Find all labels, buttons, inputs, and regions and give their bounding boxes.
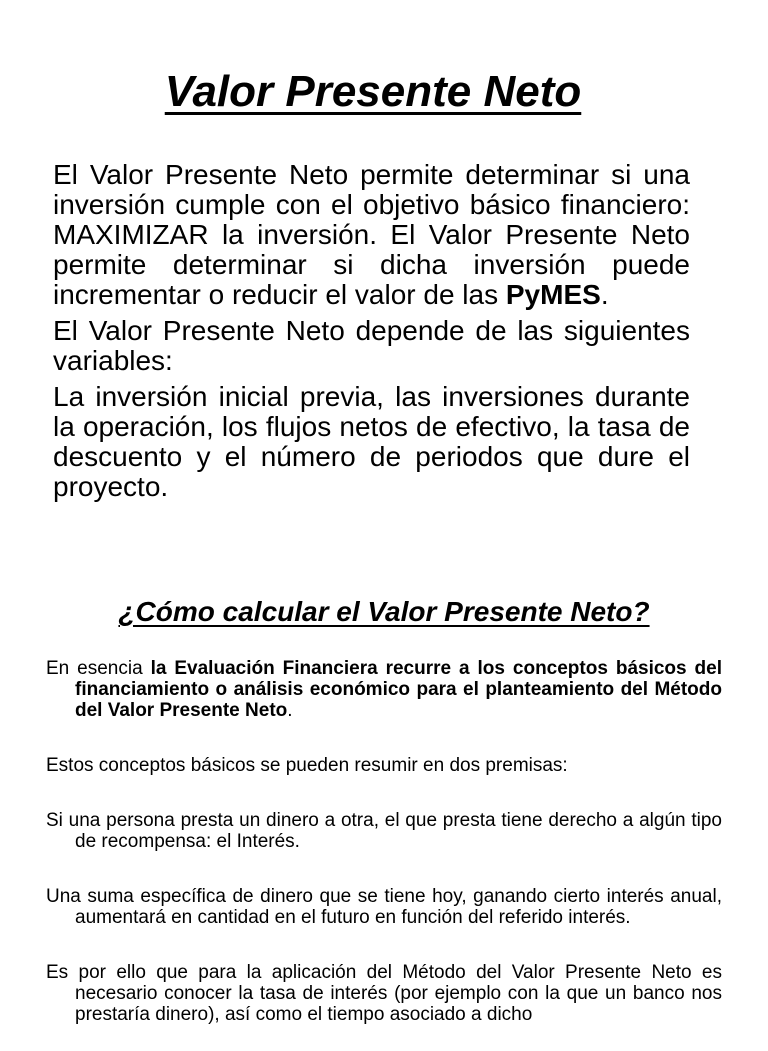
intro-paragraph-end: . xyxy=(600,279,609,310)
section-subtitle: ¿Cómo calcular el Valor Presente Neto? xyxy=(118,596,650,627)
essence-paragraph-start: En esencia xyxy=(46,658,151,679)
essence-paragraph xyxy=(46,658,722,721)
page-title: Valor Presente Neto xyxy=(164,67,582,116)
essence-bold-text: la Evaluación Financiera recurre a los conceptos básicos del financiamiento o análisis económico para el planteamiento del Método del Valor Presente Neto xyxy=(75,658,722,721)
body-section xyxy=(46,658,722,1051)
intro-paragraph-text: El Valor Presente Neto permite determinar si una inversión cumple con el objetivo básico financiero: MAXIMIZAR la inversión. El Valor Presente Neto permite determinar si dicha inversión puede incrementar o reducir el valor de las xyxy=(53,159,690,310)
essence-paragraph-end: . xyxy=(287,700,293,721)
premise-two-paragraph: Una suma específica de dinero que se tiene hoy, ganando cierto interés anual, aumentará en cantidad en el futuro en función del referido interés. xyxy=(46,886,722,928)
intro-section xyxy=(53,160,690,508)
pymes-bold-text: PyMES xyxy=(505,279,601,310)
variables-paragraph: El Valor Presente Neto depende de las siguientes variables: xyxy=(53,315,690,376)
intro-paragraph xyxy=(53,160,690,310)
variables-list-paragraph: La inversión inicial previa, las inversiones durante la operación, los flujos netos de efectivo, la tasa de descuento y el número de periodos que dure el proyecto. xyxy=(53,381,690,502)
premise-one-paragraph: Si una persona presta un dinero a otra, el que presta tiene derecho a algún tipo de recompensa: el Interés. xyxy=(46,810,722,852)
premises-intro-paragraph: Estos conceptos básicos se pueden resumir en dos premisas: xyxy=(46,755,568,776)
method-paragraph: Es por ello que para la aplicación del Método del Valor Presente Neto es necesario conocer la tasa de interés (por ejemplo con la que un banco nos prestaría dinero), así como el tiempo asociado a dicho xyxy=(46,962,722,1025)
